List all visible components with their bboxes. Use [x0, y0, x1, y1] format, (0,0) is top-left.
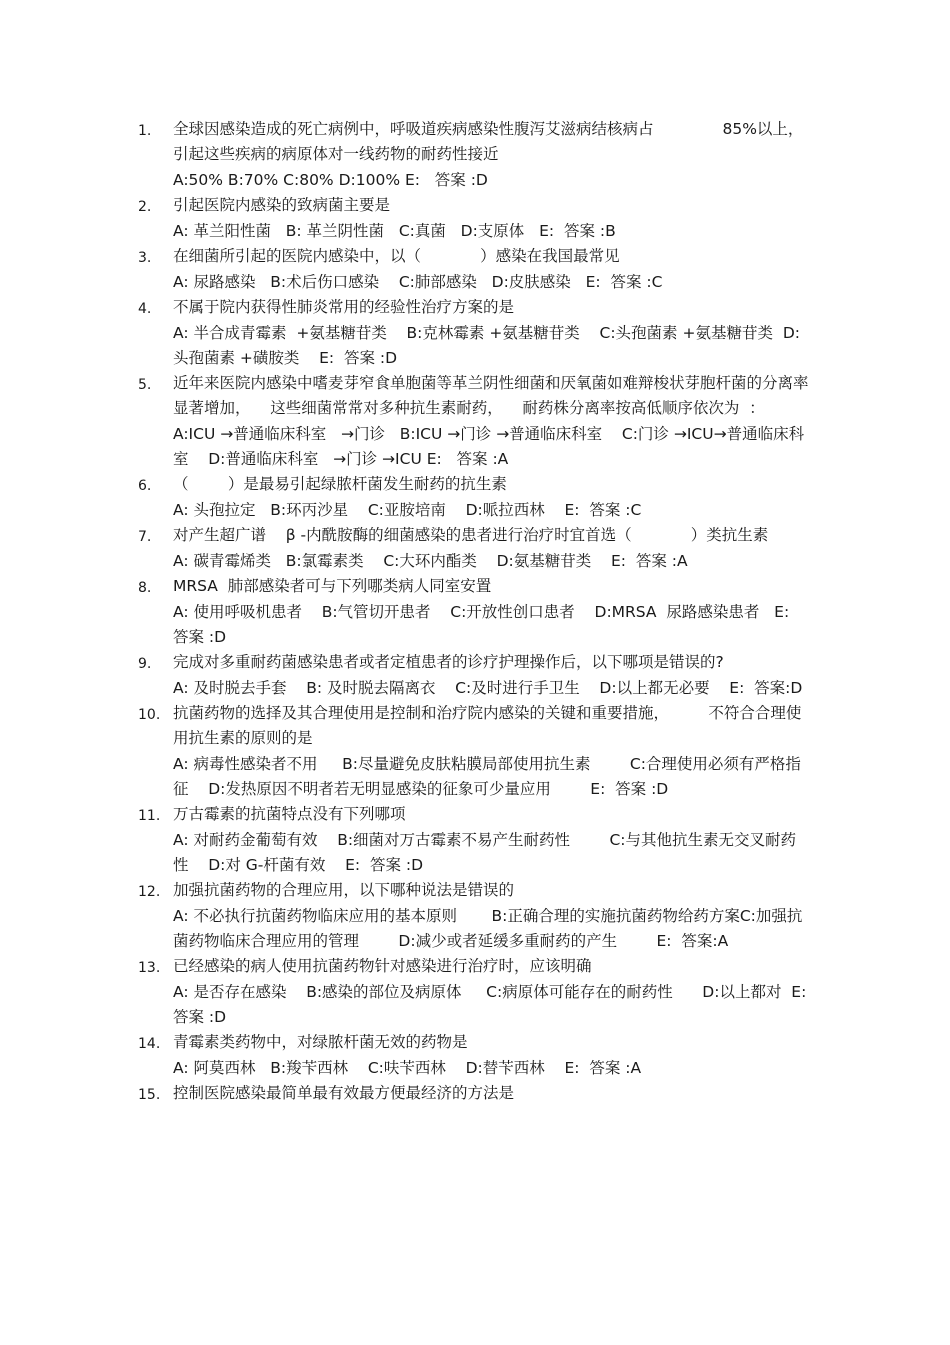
question-10 — [138, 701, 810, 802]
question-number: 2. — [138, 199, 152, 215]
question-stem: 完成对多重耐药菌感染患者或者定植患者的诊疗护理操作后，以下哪项是错误的? — [173, 653, 724, 671]
question-stem: 控制医院感染最简单最有效最方便最经济的方法是 — [173, 1084, 515, 1102]
question-options — [173, 1106, 810, 1107]
question-number: 7. — [138, 529, 152, 545]
question-options: A:ICU →普通临床科室 →门诊 B:ICU →门诊 →普通临床科室 C:门诊 →ICU→普通临床科室 D:普通临床科室 →门诊 →ICU E: 答案 :A — [173, 425, 805, 468]
question-options: A: 及时脱去手套 B: 及时脱去隔离衣 C:及时进行手卫生 D:以上都无必要 E: 答案:D — [173, 679, 803, 697]
question-12 — [138, 878, 810, 954]
question-stem: 青霉素类药物中，对绿脓杆菌无效的药物是 — [173, 1033, 468, 1051]
question-list — [138, 117, 817, 1107]
question-number: 15. — [138, 1087, 161, 1103]
question-number: 8. — [138, 580, 152, 596]
question-9 — [138, 650, 810, 701]
question-options: A: 阿莫西林 B:羧苄西林 C:呋苄西林 D:替苄西林 E: 答案 :A — [173, 1059, 642, 1077]
question-stem: 万古霉素的抗菌特点没有下列哪项 — [173, 805, 406, 823]
question-options: A: 对耐药金葡萄有效 B:细菌对万古霉素不易产生耐药性 C:与其他抗生素无交叉耐药性 D:对 G-杆菌有效 E: 答案 :D — [173, 831, 797, 874]
question-number: 13. — [138, 960, 161, 976]
question-options: A: 革兰阳性菌 B: 革兰阴性菌 C:真菌 D:支原体 E: 答案 :B — [173, 222, 616, 240]
question-options: A: 头孢拉定 B:环丙沙星 C:亚胺培南 D:哌拉西林 E: 答案 :C — [173, 501, 642, 519]
question-options: A: 是否存在感染 B:感染的部位及病原体 C:病原体可能存在的耐药性 D:以上都对 E: 答案 :D — [173, 983, 817, 1026]
question-options: A: 半合成青霉素 +氨基糖苷类 B:克林霉素 +氨基糖苷类 C:头孢菌素 +氨基糖苷类 D:头孢菌素 +磺胺类 E: 答案 :D — [173, 324, 800, 367]
question-8 — [138, 574, 810, 650]
question-options: A: 病毒性感染者不用 B:尽量避免皮肤粘膜局部使用抗生素 C:合理使用必须有严格指征 D:发热原因不明者若无明显感染的征象可少量应用 E: 答案 :D — [173, 755, 801, 798]
question-stem: 加强抗菌药物的合理应用，以下哪种说法是错误的 — [173, 881, 515, 899]
question-number: 11. — [138, 808, 161, 824]
question-options: A:50% B:70% C:80% D:100% E: 答案 :D — [173, 171, 488, 189]
question-number: 14. — [138, 1036, 161, 1052]
question-stem: 对产生超广谱 β -内酰胺酶的细菌感染的患者进行治疗时宜首选（ ）类抗生素 — [173, 526, 769, 544]
question-stem: 引起医院内感染的致病菌主要是 — [173, 196, 391, 214]
question-number: 6. — [138, 478, 152, 494]
question-options: A: 尿路感染 B:术后伤口感染 C:肺部感染 D:皮肤感染 E: 答案 :C — [173, 273, 663, 291]
question-options: A: 不必执行抗菌药物临床应用的基本原则 B:正确合理的实施抗菌药物给药方案C:加强抗菌药物临床合理应用的管理 D:减少或者延缓多重耐药的产生 E: 答案:A — [173, 907, 803, 950]
question-stem: （ ）是最易引起绿脓杆菌发生耐药的抗生素 — [173, 475, 507, 493]
question-stem: 在细菌所引起的医院内感染中，以（ ）感染在我国最常见 — [173, 247, 620, 265]
question-14 — [138, 1030, 810, 1081]
question-4 — [138, 295, 810, 371]
question-number: 5. — [138, 377, 152, 393]
question-stem: 抗菌药物的选择及其合理使用是控制和治疗院内感染的关键和重要措施， 不符合合理使用抗生素的原则的是 — [173, 704, 802, 747]
question-options: A: 使用呼吸机患者 B:气管切开患者 C:开放性创口患者 D:MRSA 尿路感染患者 E: 答案 :D — [173, 603, 800, 646]
question-number: 1. — [138, 123, 152, 139]
question-11 — [138, 802, 810, 878]
question-3 — [138, 244, 810, 295]
question-stem: 全球因感染造成的死亡病例中，呼吸道疾病感染性腹泻艾滋病结核病占 85%以上，引起这些疾病的病原体对一线药物的耐药性接近 — [173, 120, 804, 163]
question-1 — [138, 117, 810, 193]
question-stem: 已经感染的病人使用抗菌药物针对感染进行治疗时，应该明确 — [173, 957, 592, 975]
question-number: 4. — [138, 301, 152, 317]
question-2 — [138, 193, 810, 244]
question-number: 12. — [138, 884, 161, 900]
question-5 — [138, 371, 810, 472]
question-stem: MRSA 肺部感染者可与下列哪类病人同室安置 — [173, 577, 492, 595]
question-stem: 不属于院内获得性肺炎常用的经验性治疗方案的是 — [173, 298, 515, 316]
question-15 — [138, 1081, 810, 1107]
question-13 — [138, 954, 817, 1030]
question-7 — [138, 523, 810, 574]
question-number: 3. — [138, 250, 152, 266]
question-6 — [138, 472, 810, 523]
question-number: 9. — [138, 656, 152, 672]
question-stem: 近年来医院内感染中嗜麦芽窄食单胞菌等革兰阴性细菌和厌氧菌如难辩梭状芽胞杆菌的分离率显著增加， 这些细菌常常对多种抗生素耐药， 耐药株分离率按高低顺序依次为 ： — [173, 374, 809, 417]
question-options: A: 碳青霉烯类 B:氯霉素类 C:大环内酯类 D:氨基糖苷类 E: 答案 :A — [173, 552, 688, 570]
question-number: 10. — [138, 707, 161, 723]
